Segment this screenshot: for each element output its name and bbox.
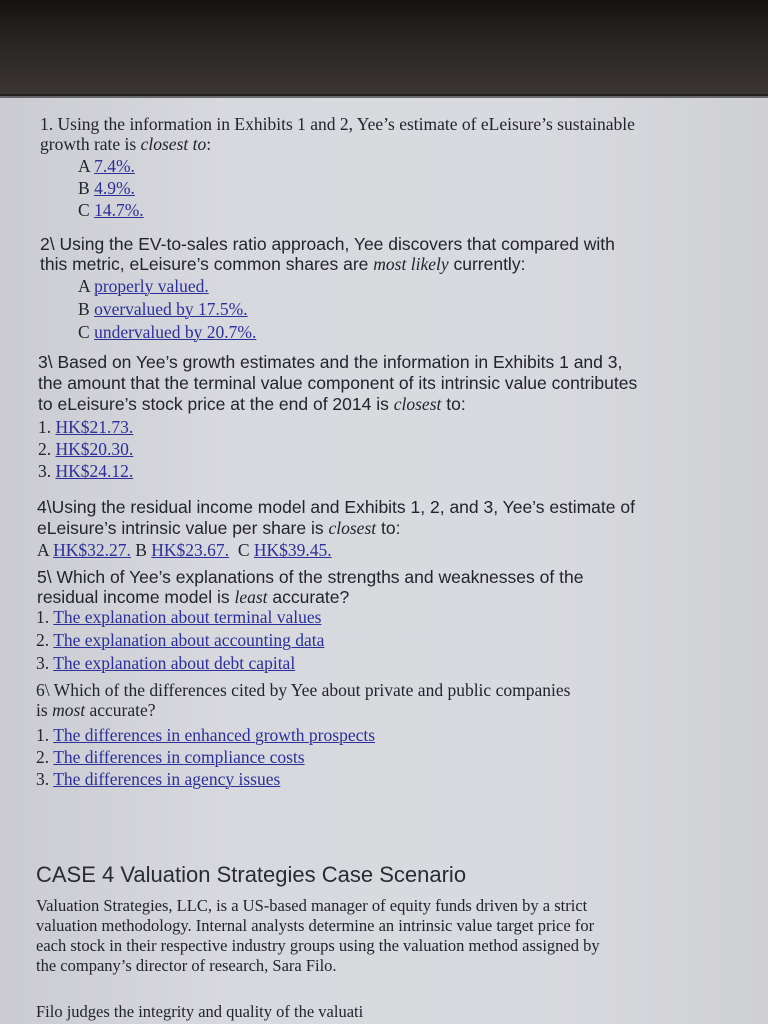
q3-stem-text: 3\ Based on Yee’s growth estimates and the information in Exhibits 1 and 3,: [38, 352, 623, 372]
q6-option-2[interactable]: [36, 747, 305, 767]
q2-option-b[interactable]: [78, 299, 248, 319]
q2-stem-end: currently:: [448, 254, 526, 274]
q1-option-b-link[interactable]: 4.9%.: [94, 178, 135, 198]
photo-background-top: [0, 0, 768, 96]
case-para2-line1: Filo judges the integrity and quality of the valuati: [36, 1002, 364, 1021]
q5-option-1[interactable]: [36, 607, 321, 627]
q3-option-3-link[interactable]: HK$24.12.: [55, 461, 134, 481]
q4-option-b-link[interactable]: HK$23.67.: [151, 540, 230, 560]
q6-option-3[interactable]: [36, 769, 280, 789]
q5-stem-line2: [37, 587, 349, 607]
q3-stem-text3: to eLeisure’s stock price at the end of 2014 is: [38, 394, 394, 414]
q6-option-1[interactable]: [36, 725, 375, 745]
q1-stem-line1: [40, 114, 635, 134]
q3-option-3[interactable]: [38, 461, 133, 481]
q3-option-2-link[interactable]: HK$20.30.: [55, 439, 134, 459]
q5-option-1-label: 1.: [36, 607, 54, 627]
page-edge-shadow: [0, 94, 768, 98]
q6-option-3-label: 3.: [36, 769, 54, 789]
q3-option-1[interactable]: [38, 417, 133, 437]
case-para1-line3: each stock in their respective industry groups using the valuation method assigned by: [36, 936, 600, 955]
q6-stem-line2: [36, 700, 156, 720]
q3-emphasis: closest: [393, 394, 442, 414]
case-para1-line1: Valuation Strategies, LLC, is a US-based manager of equity funds driven by a strict: [36, 896, 588, 915]
q4-option-c-label: C: [229, 540, 254, 560]
q6-stem-text: 6\ Which of the differences cited by Yee about private and public companies: [36, 680, 571, 700]
q2-option-a-link[interactable]: properly valued.: [94, 276, 209, 296]
q3-stem-end: to:: [441, 394, 466, 414]
q5-emphasis: least: [234, 587, 268, 607]
q1-emphasis: closest to: [140, 134, 207, 154]
q5-stem-text: 5\ Which of Yee’s explanations of the strengths and weaknesses of the: [37, 567, 584, 587]
q1-option-c[interactable]: [78, 200, 144, 220]
q1-option-b-label: B: [78, 178, 95, 198]
q1-stem-text2: growth rate is: [40, 134, 141, 154]
q4-option-a-link[interactable]: HK$32.27.: [53, 540, 131, 560]
q5-option-2-link[interactable]: The explanation about accounting data: [53, 630, 325, 650]
case-title: CASE 4 Valuation Strategies Case Scenario: [36, 862, 467, 887]
q2-option-c-label: C: [78, 322, 95, 342]
case-para1-line4: the company’s director of research, Sara Filo.: [36, 956, 337, 975]
q2-option-c-link[interactable]: undervalued by 20.7%.: [94, 322, 257, 342]
q6-stem-text2: is: [36, 700, 53, 720]
q6-option-2-label: 2.: [36, 747, 54, 767]
q2-stem-line2: [40, 254, 525, 274]
q2-emphasis: most likely: [373, 254, 449, 274]
q3-stem-line3: [38, 394, 466, 414]
q6-option-1-label: 1.: [36, 725, 54, 745]
q4-option-a-label: A: [37, 540, 54, 560]
q5-option-3[interactable]: [36, 653, 295, 673]
q4-stem-text: 4\Using the residual income model and Exhibits 1, 2, and 3, Yee’s estimate of: [37, 497, 635, 517]
q1-stem-line2: [40, 134, 211, 154]
q3-option-3-label: 3.: [38, 461, 56, 481]
q4-stem-line1: [37, 497, 635, 517]
q1-stem-end: :: [206, 134, 212, 154]
q1-option-a[interactable]: [78, 156, 135, 176]
q5-option-3-link[interactable]: The explanation about debt capital: [53, 653, 296, 673]
q5-stem-text2: residual income model is: [37, 587, 235, 607]
q4-option-b-label: B: [130, 540, 152, 560]
q3-option-2[interactable]: [38, 439, 133, 459]
q2-stem-line1: [40, 234, 615, 254]
q6-stem-line1: [36, 680, 570, 700]
q4-stem-line2: [37, 518, 400, 538]
q6-option-3-link[interactable]: The differences in agency issues: [53, 769, 281, 789]
q1-option-c-link[interactable]: 14.7%.: [94, 200, 144, 220]
q3-option-1-label: 1.: [38, 417, 56, 437]
q4-stem-end: to:: [376, 518, 401, 538]
q2-option-b-label: B: [78, 299, 95, 319]
q3-stem-line1: [38, 352, 622, 372]
q6-option-1-link[interactable]: The differences in enhanced growth prospects: [53, 725, 376, 745]
q5-option-1-link[interactable]: The explanation about terminal values: [53, 607, 322, 627]
q5-option-2-label: 2.: [36, 630, 54, 650]
q5-option-2[interactable]: [36, 630, 324, 650]
q4-stem-text2: eLeisure’s intrinsic value per share is: [37, 518, 329, 538]
q3-option-2-label: 2.: [38, 439, 56, 459]
q2-option-c[interactable]: [78, 322, 256, 342]
q1-option-a-label: A: [78, 156, 95, 176]
q5-stem-end: accurate?: [267, 587, 350, 607]
q6-emphasis: most: [52, 700, 86, 720]
q6-stem-end: accurate?: [85, 700, 156, 720]
case-para1-line2: valuation methodology. Internal analysts determine an intrinsic value target price for: [36, 916, 595, 935]
q2-option-b-link[interactable]: overvalued by 17.5%.: [94, 299, 248, 319]
q4-emphasis: closest: [328, 518, 377, 538]
q5-stem-line1: [37, 567, 583, 587]
q2-option-a-label: A: [78, 276, 95, 296]
q1-stem-text: 1. Using the information in Exhibits 1 and 2, Yee’s estimate of eLeisure’s sustainable: [40, 114, 635, 134]
q3-stem-line2: [38, 373, 637, 393]
q2-option-a[interactable]: [78, 276, 209, 296]
q3-stem-text2: the amount that the terminal value component of its intrinsic value contributes: [38, 373, 638, 393]
q4-option-c-link[interactable]: HK$39.45.: [253, 540, 332, 560]
q5-option-3-label: 3.: [36, 653, 54, 673]
q6-option-2-link[interactable]: The differences in compliance costs: [53, 747, 305, 767]
q3-option-1-link[interactable]: HK$21.73.: [55, 417, 134, 437]
q1-option-a-link[interactable]: 7.4%.: [94, 156, 135, 176]
q2-stem-text: 2\ Using the EV-to-sales ratio approach, Yee discovers that compared with: [40, 234, 615, 254]
q2-stem-text2: this metric, eLeisure’s common shares are: [40, 254, 374, 274]
q1-option-c-label: C: [78, 200, 95, 220]
q4-options-row: [37, 540, 332, 560]
q1-option-b[interactable]: [78, 178, 135, 198]
